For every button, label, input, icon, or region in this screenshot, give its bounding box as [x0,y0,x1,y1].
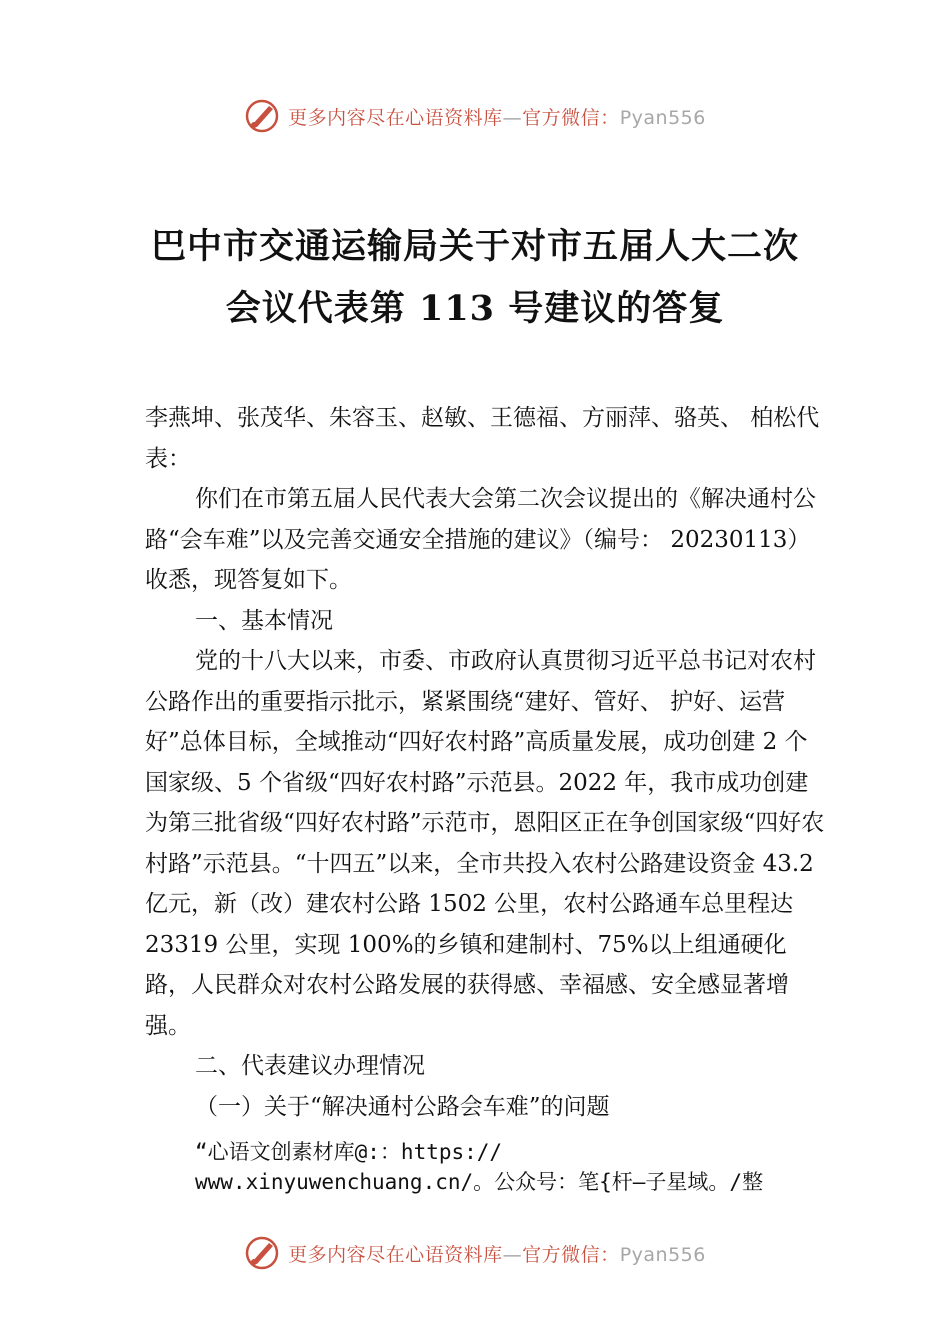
watermark-footer [0,1233,950,1273]
basic-situation-paragraph: 党的十八大以来，市委、市政府认真贯彻习近平总书记对农村公路作出的重要指示批示，紧紧围绕“建好、管好、 护好、运营好”总体目标，全域推动“四好农村路”高质量发展，成功创建 2 个国家级、5 个省级“四好农村路”示范县。2022 年，我市成功创建为第三批省级“四好农村路”示范市，恩阳区正在争创国家级“四好农村路”示范县。“十四五”以来，全市共投入农村公路建设资金 43.2 亿元，新（改）建农村公路 1502 公里，农村公路通车总里程达 23319 公里，实现 100%的乡镇和建制村、75%以上组通硬化路，人民群众对农村公路发展的获得感、幸福感、安全感显著增强。 [145,648,825,1039]
source-note-line-2: www.xinyuwenchuang.cn/。公众号：笔{杆—子星域。/整 [195,1170,764,1194]
brush-logo-icon [244,98,280,134]
section-heading-1: 一、基本情况 [195,607,333,634]
source-note-line-1: “心语文创素材库@:：https:// [195,1140,503,1164]
source-note [195,1137,855,1197]
title-line-1: 巴中市交通运输局关于对市五届人大二次 [150,226,799,267]
section-heading-2: 二、代表建议办理情况 [195,1053,425,1079]
watermark-text: 更多内容尽在心语资料库—官方微信：Pyan556 [288,1243,706,1266]
watermark-header [0,96,950,136]
intro-paragraph: 你们在市第五届人民代表大会第二次会议提出的《解决通村公路“会车难”以及完善交通安全措施的建议》（编号： 20230113）收悉，现答复如下。 [145,486,816,593]
salutation: 李燕坤、张茂华、朱容玉、赵敏、王德福、方丽萍、骆英、 柏松代表： [145,405,820,472]
document-title [100,216,850,340]
watermark-text: 更多内容尽在心语资料库—官方微信：Pyan556 [288,106,706,129]
brush-logo-icon [244,1235,280,1271]
subsection-heading-1: （一）关于“解决通村公路会车难”的问题 [195,1093,610,1120]
title-line-2: 会议代表第 113 号建议的答复 [225,288,725,329]
document-body [145,398,825,1127]
